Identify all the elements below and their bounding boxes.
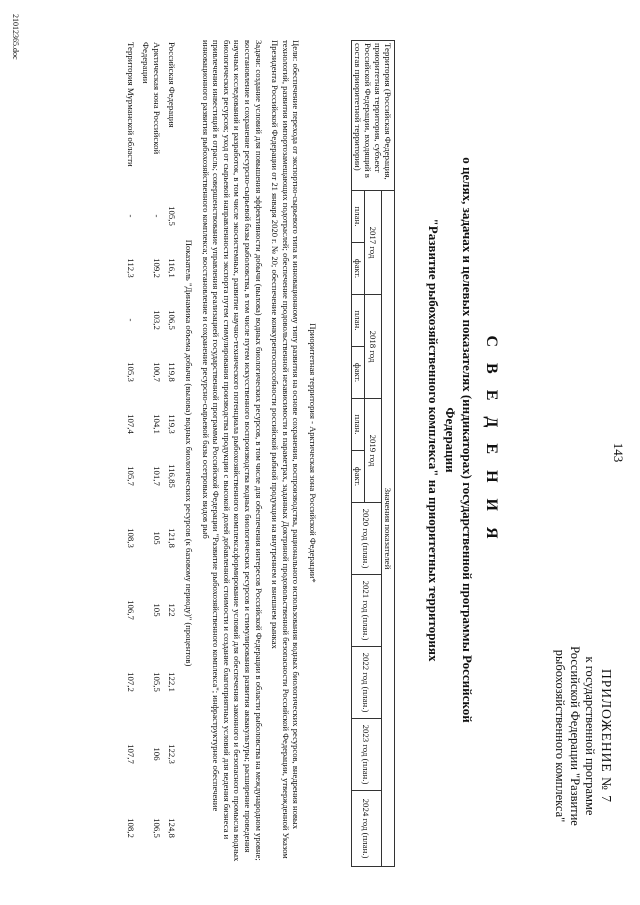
page-number: 143: [611, 442, 626, 463]
cell: 122,3: [167, 744, 178, 764]
row-name: Территория Мурманской области: [126, 42, 137, 167]
fact-subheader: факт.: [352, 347, 365, 399]
cell: 122,1: [167, 672, 178, 692]
cell: 116,85: [167, 464, 178, 488]
cell: -: [152, 214, 163, 218]
appendix-line: к государственной программе: [583, 656, 597, 816]
row-name: Арктическая зона Российской Федерации: [141, 42, 163, 155]
indicator-data-table: [123, 40, 179, 866]
cell: 105,5: [167, 206, 178, 226]
indicator-title: Показатель "Динамика объема добычи (вылова) водных биологических ресурсов (к базовому периоду)" (процентов): [184, 239, 195, 667]
year-header: 2022 год (план.): [352, 647, 382, 719]
cell: 116,1: [167, 258, 178, 278]
heading-line: "Развитие рыбохозяйственного комплекса" на приоритетных территориях: [426, 218, 441, 662]
territory-column-header: Территория (Российская Федерация, приоритетная территория, субъект Российской Федерации, входящий в состав приоритетной территории): [352, 41, 395, 191]
appendix-line: Российской Федерации "Развитие: [568, 646, 582, 826]
cell: -: [126, 318, 137, 322]
cell: 108,3: [126, 528, 137, 548]
year-header: 2017 год: [365, 191, 382, 295]
cell: 103,2: [152, 310, 163, 330]
cell: 106,5: [152, 818, 163, 838]
cell: 106,7: [126, 600, 137, 620]
cell: 119,3: [167, 414, 178, 434]
cell: 105: [152, 603, 163, 617]
cell: 107,7: [126, 744, 137, 764]
table-row: [164, 40, 179, 866]
year-header: 2023 год (план.): [352, 719, 382, 791]
cell: -: [126, 214, 137, 218]
fact-subheader: факт.: [352, 451, 365, 503]
year-header: 2020 год (план.): [352, 503, 382, 575]
cell: 122: [167, 603, 178, 617]
values-header: Значения показателей: [382, 191, 395, 867]
table-row: [138, 40, 164, 866]
cell: 107,2: [126, 672, 137, 692]
heading-title: С В Е Д Е Н И Я: [483, 335, 500, 545]
fact-subheader: факт.: [352, 243, 365, 295]
year-header: 2024 год (план.): [352, 791, 382, 867]
appendix-title: ПРИЛОЖЕНИЕ № 7: [599, 668, 614, 804]
appendix-line: рыбохозяйственного комплекса": [553, 649, 567, 823]
cell: 108,2: [126, 818, 137, 838]
cell: 105: [152, 531, 163, 545]
cell: 101,7: [152, 466, 163, 486]
year-header: 2021 год (план.): [352, 575, 382, 647]
cell: 106,5: [167, 310, 178, 330]
cell: 119,8: [167, 362, 178, 382]
cell: 107,4: [126, 414, 137, 434]
row-name: Российская Федерация: [167, 42, 178, 128]
plan-subheader: план.: [352, 295, 365, 347]
cell: 109,2: [152, 258, 163, 278]
cell: 112,3: [126, 258, 137, 278]
plan-subheader: план.: [352, 191, 365, 243]
cell: 105,7: [126, 466, 137, 486]
year-header: 2018 год: [365, 295, 382, 399]
cell: 121,8: [167, 528, 178, 548]
document-heading: [425, 130, 500, 750]
document-body: [123, 40, 318, 866]
cell: 105,3: [126, 362, 137, 382]
cell: 106: [152, 747, 163, 761]
plan-subheader: план.: [352, 399, 365, 451]
cell: 124,8: [167, 818, 178, 838]
tasks-paragraph: Задачи: создание условий для повышения эффективности добычи (вылова) водных биологических ресурсов, в том числе для обеспечения интересов Российской Федерации в области рыболовства на международном уровне; восстановление и сохранение ресурсно-сырьевой базы рыболовства, в том числе путем искусственного воспроизводства водных биологических ресурсов и стимулирования развития аквакультуры; расширение проведения научных исследований и разработок, в том числе экосистемных, развитие научно-технического потенциала рыбохозяйственного комплекса;формирование условий для обеспечения законного и безопасного промысла водных биологических ресурсов; уход от сырьевой направленности экспорта путем стимулирования производства продукции с высокой долей добавленной стоимости и создание благоприятных условий для ведения бизнеса и привлечения инвестиций в отрасль; совершенствование управления реализацией государственной программы Российской Федерации "Развитие рыбохозяйственного комплекса"; инфраструктурное обеспечение инновационного развития рыбохозяйственного комплекса; восстановление и сохранение ресурсно-сырьевой базы осетровых видов рыб: [200, 40, 264, 862]
cell: 104,1: [152, 414, 163, 434]
heading-line: о целях, задачах и целевых показателях (индикаторах) государственной программы Российской Федерации: [443, 157, 475, 723]
file-code: 21012365.doc: [11, 14, 20, 60]
appendix-block: [552, 601, 614, 871]
year-header: 2019 год: [365, 399, 382, 503]
table-row: [123, 40, 138, 866]
cell: 100,7: [152, 362, 163, 382]
goals-paragraph: Цели: обеспечение перехода от экспортно-сырьевого типа к инновационному типу развития на основе сохранения, воспроизводства, рационального использования водных биологических ресурсов, внедрения новых технологий, развития импортозамещающих подотраслей; обеспечение продовольственной независимости в параметрах, заданных Доктриной продовольственной безопасности Российской Федерации, утвержденной Указом Президента Российской Федерации от 21 января 2020 г. № 20; обеспечение конкурентоспособности российской рыбной продукции на внутреннем и внешнем рынках: [270, 40, 302, 859]
cell: 105,5: [152, 672, 163, 692]
indicator-table-header: [351, 40, 395, 867]
priority-territory: Приоритетная территория - Арктическая зона Российской Федерации*: [308, 323, 318, 583]
